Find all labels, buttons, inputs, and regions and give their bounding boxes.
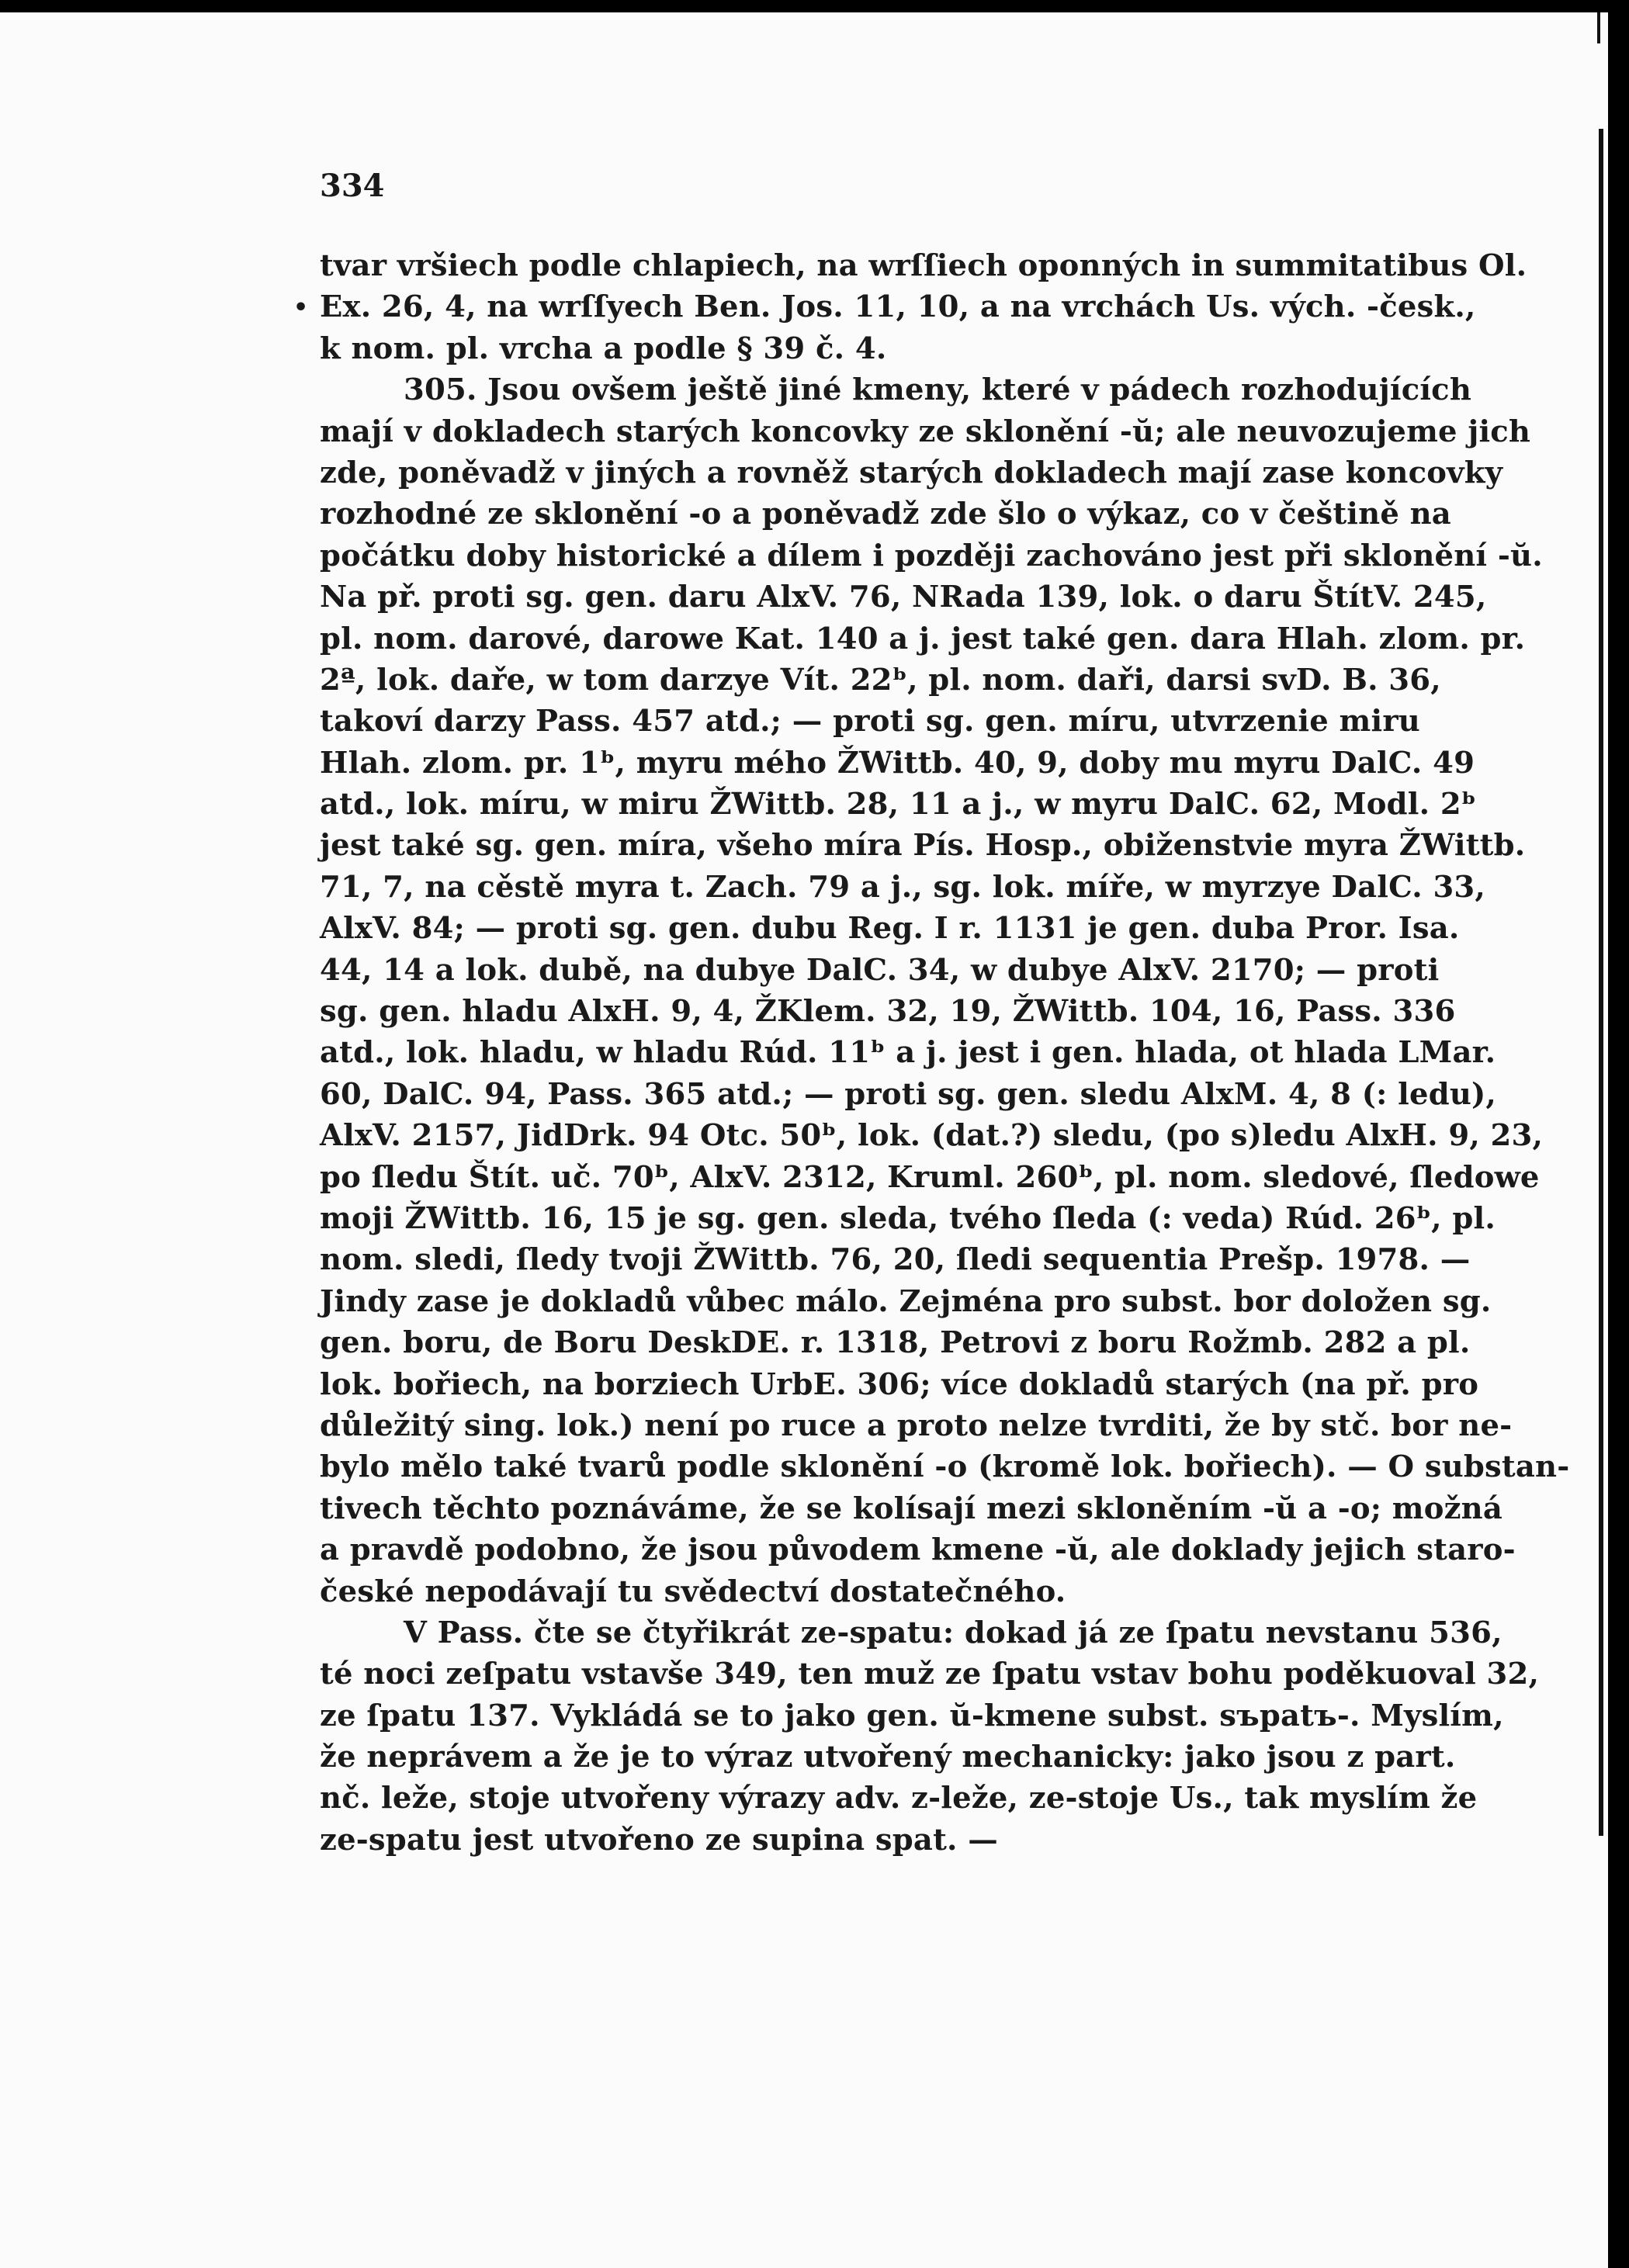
text-line: AlxV. 84; — proti sg. gen. dubu Reg. I r. 1131 je gen. duba Pror. Isa. — [320, 911, 1460, 947]
text-line: 44, 14 a lok. dubě, na dubye DalC. 34, w dubye AlxV. 2170; — proti — [320, 952, 1440, 988]
text-line: mají v dokladech starých koncovky ze sklonění -ŭ; ale neuvozujeme jich — [320, 414, 1531, 449]
text-line: Jindy zase je dokladů vůbec málo. Zejména pro subst. bor doložen sg. — [320, 1283, 1492, 1319]
text-line: AlxV. 2157, JidDrk. 94 Otc. 50ᵇ, lok. (dat.?) sledu, (po s)ledu AlxH. 9, 23, — [320, 1118, 1544, 1154]
margin-mark: • — [293, 294, 309, 321]
text-line: té noci zeſpatu vstavše 349, ten muž ze ſpatu vstav bohu poděkuoval 32, — [320, 1657, 1540, 1692]
text-line: nč. leže, stoje utvořeny výrazy adv. z-leže, ze-stoje Us., tak myslím že — [320, 1781, 1478, 1816]
text-line: Ex. 26, 4, na wrſſyech Ben. Jos. 11, 10, a na vrchách Us. vých. -česk., — [320, 289, 1476, 325]
text-line: ze ſpatu 137. Vykládá se to jako gen. ŭ-kmene subst. sъpatъ-. Myslím, — [320, 1698, 1504, 1733]
text-line: ze-spatu jest utvořeno ze supina spat. — — [320, 1822, 998, 1858]
paragraph-pass-start: V Pass. čte se čtyřikrát ze-spatu: dokad já ze ſpatu nevstanu 536, — [404, 1615, 1502, 1650]
page-number: 334 — [320, 168, 385, 204]
text-line: české nepodávají tu svědectví dostatečného. — [320, 1574, 1066, 1609]
body-text — [320, 245, 1570, 1861]
scan-edge-mark — [1597, 12, 1600, 43]
text-line: a pravdě podobno, že jsou původem kmene -ŭ, ale doklady jejich staro- — [320, 1532, 1516, 1568]
text-line: 2ª, lok. daře, w tom darzye Vít. 22ᵇ, pl. nom. daři, darsi svD. B. 36, — [320, 662, 1441, 698]
section-305-start: 305. Jsou ovšem ještě jiné kmeny, které v pádech rozhodujících — [404, 372, 1472, 408]
text-line: tvar vršiech podle chlapiech, na wrſſiech oponných in summitatibus Ol. — [320, 248, 1527, 283]
text-line: po ſledu Štít. uč. 70ᵇ, AlxV. 2312, Kruml. 260ᵇ, pl. nom. sledové, ſledowe — [320, 1159, 1540, 1195]
text-line: Na př. proti sg. gen. daru AlxV. 76, NRada 139, lok. o daru ŠtítV. 245, — [320, 580, 1487, 615]
text-line: bylo mělo také tvarů podle sklonění -o (kromě lok. bořiech). — O substan- — [320, 1449, 1570, 1485]
text-line: atd., lok. míru, w miru ŽWittb. 28, 11 a j., w myru DalC. 62, Modl. 2ᵇ — [320, 787, 1477, 822]
text-line: rozhodné ze sklonění -o a poněvadž zde šlo o výkaz, co v češtině na — [320, 497, 1451, 532]
text-line: 60, DalC. 94, Pass. 365 atd.; — proti sg. gen. sledu AlxM. 4, 8 (: ledu), — [320, 1076, 1497, 1112]
text-line: moji ŽWittb. 16, 15 je sg. gen. sleda, tvého ſleda (: veda) Rúd. 26ᵇ, pl. — [320, 1200, 1496, 1236]
text-line: nom. sledi, ſledy tvoji ŽWittb. 76, 20, ſledi sequentia Prešp. 1978. — — [320, 1242, 1471, 1278]
scan-edge-mark — [1599, 129, 1603, 1836]
text-line: Hlah. zlom. pr. 1ᵇ, myru mého ŽWittb. 40, 9, doby mu myru DalC. 49 — [320, 745, 1475, 781]
text-line: počátku doby historické a dílem i později zachováno jest při sklonění -ŭ. — [320, 538, 1543, 573]
text-line: takoví darzy Pass. 457 atd.; — proti sg. gen. míru, utvrzenie miru — [320, 704, 1420, 739]
book-page — [0, 12, 1608, 2268]
text-line: důležitý sing. lok.) není po ruce a proto nelze tvrditi, že by stč. bor ne- — [320, 1408, 1513, 1443]
text-line: pl. nom. darové, darowe Kat. 140 a j. jest také gen. dara Hlah. zlom. pr. — [320, 621, 1526, 656]
text-line: tivech těchto poznáváme, že se kolísají mezi skloněním -ŭ a -o; možná — [320, 1491, 1503, 1526]
text-line: že neprávem a že je to výraz utvořený mechanicky: jako jsou z part. — [320, 1740, 1456, 1775]
text-line: gen. boru, de Boru DeskDE. r. 1318, Petrovi z boru Rožmb. 282 a pl. — [320, 1325, 1471, 1361]
text-line: k nom. pl. vrcha a podle § 39 č. 4. — [320, 331, 887, 366]
text-line: jest také sg. gen. míra, všeho míra Pís. Hosp., obiženstvie myra ŽWittb. — [320, 828, 1526, 864]
text-line: atd., lok. hladu, w hladu Rúd. 11ᵇ a j. jest i gen. hlada, ot hlada LMar. — [320, 1035, 1496, 1071]
text-line: zde, poněvadž v jiných a rovněž starých dokladech mají zase koncovky — [320, 455, 1503, 490]
text-line: sg. gen. hladu AlxH. 9, 4, ŽKlem. 32, 19, ŽWittb. 104, 16, Pass. 336 — [320, 994, 1456, 1030]
text-line: 71, 7, na cěstě myra t. Zach. 79 a j., sg. lok. míře, w myrzye DalC. 33, — [320, 869, 1486, 905]
text-line: lok. bořiech, na borziech UrbE. 306; více dokladů starých (na př. pro — [320, 1366, 1479, 1402]
